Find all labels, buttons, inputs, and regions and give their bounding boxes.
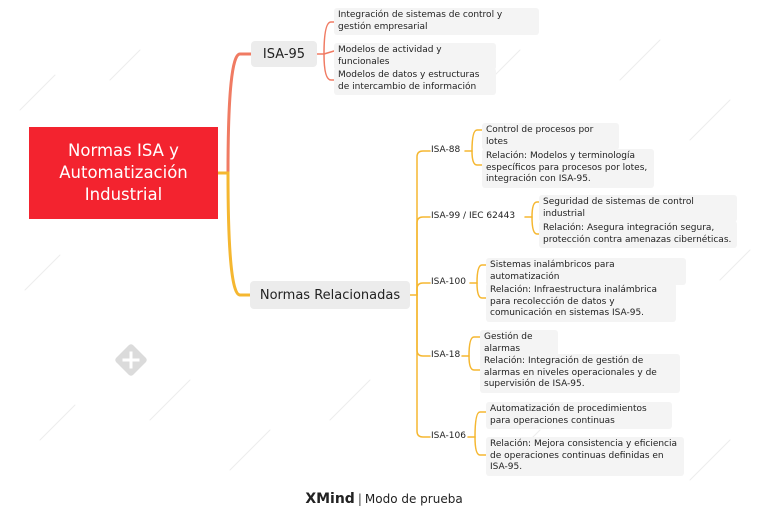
connector xyxy=(324,51,334,54)
main-topic-related-label: Normas Relacionadas xyxy=(259,287,401,303)
watermark-stroke xyxy=(690,440,730,480)
connector xyxy=(475,412,486,437)
connector xyxy=(472,130,482,151)
watermark-stroke xyxy=(720,250,750,280)
isa95-leaf[interactable]: Modelos de datos y estructuras de intercambio de información xyxy=(334,68,496,95)
watermark-stroke xyxy=(110,50,140,80)
connector xyxy=(469,337,480,356)
connector xyxy=(532,202,539,217)
isa88-leaf[interactable]: Relación: Modelos y terminología específicos para procesos por lotes, integración con ISA-95. xyxy=(482,149,654,188)
watermark-stroke xyxy=(330,380,370,420)
connector xyxy=(417,283,430,295)
main-topic-isa95-label: ISA-95 xyxy=(262,46,306,62)
root-topic-label: Normas ISA y Automatización Industrial xyxy=(59,141,188,204)
watermark-stroke xyxy=(150,380,190,420)
connector xyxy=(417,295,430,356)
main-topic-related-standards[interactable] xyxy=(250,281,410,309)
isa95-leaf[interactable]: Modelos de actividad y funcionales xyxy=(334,43,496,70)
isa106-leaf[interactable]: Automatización de procedimientos para operaciones continuas xyxy=(486,402,672,429)
root-topic[interactable] xyxy=(29,127,218,219)
subtopic-isa-18[interactable]: ISA-18 xyxy=(431,350,461,360)
isa95-leaf[interactable]: Integración de sistemas de control y gestión empresarial xyxy=(334,8,539,35)
footer-separator: | xyxy=(357,492,362,506)
connector xyxy=(324,54,334,80)
watermark-stroke xyxy=(25,255,60,290)
connector xyxy=(417,295,430,437)
watermark-stroke xyxy=(230,430,270,470)
watermark-stroke xyxy=(620,40,660,80)
isa106-leaf[interactable]: Relación: Mejora consistencia y eficiencia de operaciones continuas definidas en ISA-95. xyxy=(486,437,684,476)
footer-mode: Modo de prueba xyxy=(364,492,463,506)
main-topic-isa95[interactable] xyxy=(251,41,317,67)
isa99-leaf[interactable]: Seguridad de sistemas de control industrial xyxy=(539,195,737,222)
subtopic-isa-99[interactable]: ISA-99 / IEC 62443 xyxy=(431,211,516,221)
connector xyxy=(532,217,539,234)
isa18-leaf[interactable]: Gestión de alarmas xyxy=(480,330,558,357)
branch-related xyxy=(218,173,250,295)
watermark-stroke xyxy=(40,405,75,440)
subtopic-isa-100[interactable]: ISA-100 xyxy=(431,277,466,287)
connector xyxy=(324,22,334,54)
connector xyxy=(477,265,486,283)
isa88-leaf[interactable]: Control de procesos por lotes xyxy=(482,123,619,150)
isa100-leaf[interactable]: Relación: Infraestructura inalámbrica para recolección de datos y comunicación en sistemas ISA-95. xyxy=(486,283,676,322)
subtopic-isa-106[interactable]: ISA-106 xyxy=(431,431,466,441)
connector xyxy=(472,151,482,165)
isa99-leaf[interactable]: Relación: Asegura integración segura, protección contra amenazas cibernéticas. xyxy=(539,221,737,248)
connector xyxy=(477,283,486,298)
trial-footer xyxy=(0,491,768,507)
isa100-leaf[interactable]: Sistemas inalámbricos para automatización xyxy=(486,258,686,285)
isa18-leaf[interactable]: Relación: Integración de gestión de alarmas en niveles operacionales y de supervisión de ISA-95. xyxy=(480,354,680,393)
watermark-stroke xyxy=(20,75,55,110)
connector xyxy=(475,437,486,455)
connector xyxy=(417,151,430,295)
watermark-stroke xyxy=(690,100,730,140)
subtopic-isa-88[interactable]: ISA-88 xyxy=(431,145,461,155)
footer-brand: XMind xyxy=(305,491,355,507)
connector xyxy=(469,356,480,370)
branch-isa95 xyxy=(218,54,251,173)
